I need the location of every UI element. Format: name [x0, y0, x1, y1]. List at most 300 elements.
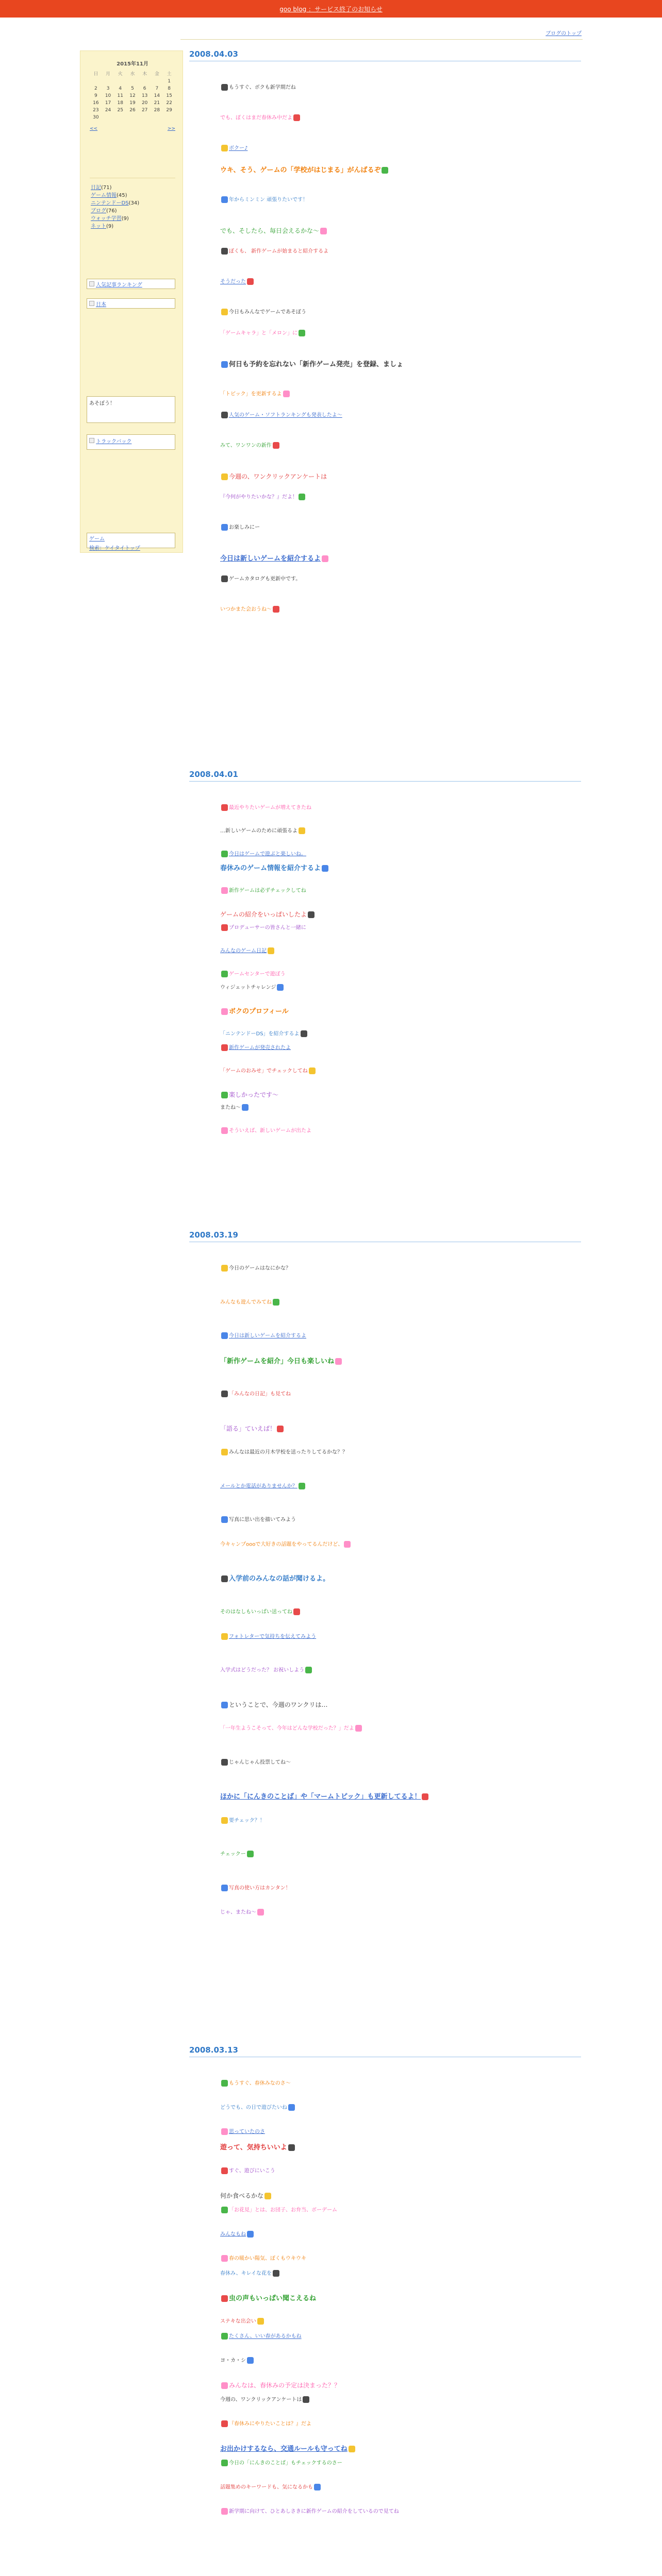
entry-text: ボクのプロフィール: [229, 1008, 289, 1016]
calendar-week: [90, 107, 175, 114]
entry-line: [220, 2445, 356, 2453]
calendar-day: 20: [141, 100, 148, 106]
calendar-week: [90, 92, 175, 99]
entry-line: [220, 1759, 291, 1767]
entry-body: [220, 1244, 581, 1976]
blog-entry: [189, 49, 581, 666]
entry-text: …新しいゲームのために頑張るよ: [220, 828, 297, 834]
calendar-day: [114, 78, 126, 85]
entry-line: [220, 2420, 311, 2428]
calendar-week: [90, 114, 175, 121]
emoji-icon: [221, 2128, 228, 2135]
entry-link[interactable]: ほかに「にんきのことば」や「マームトピック」も更新してるよ！: [220, 1793, 421, 1801]
weekday: 火: [118, 72, 123, 77]
entry-text: 今週の、ワンクリックアンケートは: [229, 473, 327, 480]
entry-line: [220, 2460, 342, 2467]
emoji-icon: [273, 1299, 279, 1306]
calendar: [90, 59, 175, 131]
category-link[interactable]: ニンテンドーDS: [91, 200, 129, 206]
emoji-icon: [221, 1008, 228, 1015]
emoji-icon: [221, 361, 228, 368]
calendar-day: [102, 114, 114, 121]
emoji-icon: [308, 911, 315, 918]
entry-line: [220, 2080, 291, 2088]
entry-date: 2008.03.19: [189, 1230, 581, 1242]
entry-line: [220, 2167, 275, 2175]
entry-text: もうすぐ、ボクも新学期だね: [229, 84, 296, 91]
emoji-icon: [288, 2144, 295, 2151]
emoji-icon: [221, 1633, 228, 1640]
entry-body: [220, 63, 581, 666]
emoji-icon: [221, 575, 228, 582]
entry-body: [220, 784, 581, 1180]
entry-text: ぼくも、 新作ゲームが始まると紹介するよ: [229, 248, 329, 255]
emoji-icon: [299, 1483, 305, 1489]
calendar-week: [90, 85, 175, 92]
entry-text: 写真に思い出を描いてみよう: [229, 1517, 296, 1523]
category-item: [91, 192, 139, 199]
emoji-icon: [303, 2396, 309, 2403]
entry-text: ステキな出会い: [220, 2318, 256, 2325]
emoji-icon: [247, 2357, 254, 2364]
category-count: (9): [106, 224, 114, 229]
entry-text: 「ゲームキャラ」と「メロン」に: [220, 330, 297, 336]
sidebar-links: [87, 533, 175, 551]
entry-line: [220, 1030, 308, 1038]
entry-line: [220, 1265, 291, 1273]
entry-line: [220, 309, 306, 316]
emoji-icon: [301, 1030, 307, 1037]
entry-text: 「新作ゲームを紹介」今日も楽しいね: [220, 1357, 335, 1365]
sidebar: [80, 50, 183, 553]
calendar-day: 14: [154, 93, 160, 98]
entry-text: 何か食べるかな: [220, 2192, 264, 2199]
calendar-day: 24: [105, 108, 111, 113]
emoji-icon: [309, 1067, 316, 1074]
entry-body: [220, 2059, 581, 2559]
emoji-icon: [221, 1759, 228, 1766]
emoji-icon: [299, 827, 305, 834]
calendar-day: [139, 78, 151, 85]
entry-text: じゃ、またね～: [220, 1909, 256, 1916]
entry-line: [220, 924, 306, 932]
entry-link[interactable]: みんなのゲーム日記: [220, 948, 267, 954]
emoji-icon: [344, 1541, 351, 1548]
entry-text: 新学期に向けて、ひとあしさきに新作ゲームの紹介をしているので見てね: [229, 2509, 399, 2515]
emoji-icon: [221, 1702, 228, 1708]
blog-entry: [189, 1230, 581, 1976]
calendar-day: 12: [129, 93, 136, 98]
weekday: 日: [93, 72, 98, 77]
entry-line: [220, 910, 316, 919]
entry-line: [220, 2128, 265, 2136]
emoji-icon: [293, 1608, 300, 1615]
entry-text: 「トピック」を更新するよ: [220, 391, 282, 397]
calendar-day: 13: [141, 93, 148, 98]
calendar-day: [114, 114, 126, 121]
calendar-day: 25: [117, 108, 123, 113]
calendar-day: 2: [94, 86, 97, 91]
emoji-icon: [221, 145, 228, 151]
emoji-icon: [293, 114, 300, 121]
entry-line: [220, 1104, 250, 1112]
entry-line: [220, 827, 306, 835]
entry-line: [220, 804, 311, 812]
entry-text: 今日の「にんきのことば」もチェックするのさー: [229, 2460, 342, 2466]
calendar-day: [102, 78, 114, 85]
emoji-icon: [221, 887, 228, 894]
entry-line: [220, 1091, 278, 1099]
entry-text: 「一年生ようこそって、今年はどんな学校だった？」だよ: [220, 1725, 354, 1732]
emoji-icon: [247, 1851, 254, 1857]
calendar-day: [90, 78, 102, 85]
entry-line: [220, 554, 329, 563]
weekday: 月: [106, 72, 111, 77]
entry-link[interactable]: フォトレターで気持ちを伝えてみよう: [229, 1634, 317, 1640]
entry-line: [220, 1725, 363, 1733]
category-link[interactable]: ネット: [91, 224, 106, 229]
entry-link[interactable]: 思っていたのさ: [229, 2129, 265, 2135]
entry-line: [220, 1633, 316, 1641]
emoji-icon: [221, 524, 228, 531]
emoji-icon: [221, 971, 228, 977]
emoji-icon: [221, 1127, 228, 1134]
entry-line: [220, 2255, 306, 2263]
sidebar-image-2[interactable]: [87, 298, 175, 309]
entry-text: 「ニンテンドーDS」を紹介するよ: [220, 1031, 300, 1037]
service-end-link[interactable]: goo blog ：サービス終了のお知らせ: [279, 5, 383, 13]
calendar-day: 5: [131, 86, 134, 91]
calendar-day: [163, 114, 175, 121]
weekday: 土: [167, 72, 172, 77]
entry-line: [220, 2104, 296, 2112]
entry-text: ゲームの紹介をいっぱいしたよ: [220, 911, 307, 919]
calendar-next-link[interactable]: >>: [167, 126, 175, 131]
entry-line: [220, 330, 306, 337]
entry-line: [220, 1127, 311, 1135]
calendar-table: [90, 69, 175, 121]
emoji-icon: [277, 984, 284, 991]
entry-text: ウィジェットチャレンジ: [220, 985, 276, 991]
emoji-icon: [257, 1909, 264, 1916]
emoji-icon: [221, 1044, 228, 1051]
entry-line: [220, 1909, 265, 1917]
emoji-icon: [221, 1092, 228, 1098]
entry-line: [220, 494, 306, 501]
calendar-day: 21: [154, 100, 160, 106]
entry-link[interactable]: 人気のゲーム・ソフトランキングも発表したよ～: [229, 412, 342, 418]
entry-link[interactable]: ボクー♪: [229, 145, 248, 151]
entry-text: でも、そしたら、毎日会えるかな～: [220, 227, 320, 234]
emoji-icon: [221, 1817, 228, 1824]
category-link[interactable]: ブログ: [91, 208, 106, 214]
weekday: 木: [142, 72, 147, 77]
entry-line: [220, 1044, 291, 1052]
calendar-week: [90, 78, 175, 85]
entry-text: 入学前のみんなの話が聞けるよ。: [229, 1575, 330, 1583]
sidebar-box-link-2[interactable]: 検索：ケイタイトップ: [89, 546, 140, 551]
emoji-icon: [221, 1575, 228, 1582]
calendar-day: 11: [117, 93, 123, 98]
emoji-icon: [221, 473, 228, 480]
entry-line: [220, 1817, 265, 1825]
entry-text: でも、ぼくはまだ春休み中だよ: [220, 115, 292, 121]
emoji-icon: [221, 1265, 228, 1272]
emoji-icon: [221, 2382, 228, 2389]
entry-line: [220, 145, 247, 152]
calendar-day: 28: [154, 108, 160, 113]
calendar-day: 10: [105, 93, 111, 98]
calendar-day: 26: [129, 108, 136, 113]
category-item: [91, 215, 139, 223]
entry-link[interactable]: 新作ゲームが発売されたよ: [229, 1045, 291, 1051]
blog-top-link[interactable]: ブログのトップ: [545, 31, 582, 37]
entry-line: [220, 84, 296, 92]
emoji-icon: [335, 1358, 342, 1365]
emoji-icon: [221, 2080, 228, 2087]
entry-line: [220, 442, 280, 450]
emoji-icon: [247, 2231, 254, 2238]
entry-link[interactable]: たくさん、いい春があるかもね: [229, 2333, 302, 2340]
entry-date: 2008.04.01: [189, 770, 581, 782]
entry-text: 何日も予約を忘れない「新作ゲーム発売」を登録、ましょ: [229, 361, 404, 368]
sidebar-image-label: 日本: [96, 301, 106, 308]
sidebar-question: あそぼう！: [87, 396, 175, 423]
entry-line: [220, 227, 328, 235]
emoji-icon: [273, 606, 279, 613]
entry-line: [220, 196, 308, 204]
calendar-day: [126, 78, 139, 85]
category-link[interactable]: ウォッチ学習: [91, 216, 122, 222]
sidebar-question-box: [87, 396, 175, 423]
sidebar-image-1[interactable]: [87, 279, 175, 289]
sidebar-box-link-1[interactable]: ゲーム: [89, 536, 105, 542]
emoji-icon: [221, 2255, 228, 2262]
entry-line: [220, 1608, 301, 1616]
entry-line: [220, 2270, 280, 2278]
entry-link[interactable]: メールとか電話がありませんか？: [220, 1483, 297, 1489]
calendar-day: 1: [168, 79, 171, 84]
entry-text: 今日のゲームはなにかな？: [229, 1265, 291, 1272]
entry-line: [220, 2333, 302, 2341]
entry-line: [220, 1516, 296, 1524]
entry-line: [220, 1483, 306, 1490]
category-count: (34): [128, 200, 140, 206]
entry-text: もうすぐ、春休みなのさ～: [229, 2080, 291, 2087]
entry-line: [220, 984, 285, 992]
emoji-icon: [221, 84, 228, 91]
entry-text: みんなは最近の月木学校を送ったりしてるかな？？: [229, 1449, 347, 1455]
calendar-day: [151, 78, 163, 85]
entry-line: [220, 2357, 255, 2365]
emoji-icon: [221, 2420, 228, 2427]
emoji-icon: [221, 1516, 228, 1523]
emoji-icon: [349, 2446, 355, 2452]
entry-text: 年からミンミン 頑張りたいです！: [229, 197, 308, 203]
emoji-icon: [257, 2318, 264, 2325]
entry-line: [220, 114, 301, 122]
emoji-icon: [305, 1667, 312, 1673]
entry-text: 「みんなの日記」も見てね: [229, 1391, 291, 1397]
entry-link[interactable]: お出かけするなら、交通ルールも守ってね: [220, 2445, 347, 2453]
entry-line: [220, 864, 329, 873]
entry-line: [220, 1391, 291, 1398]
calendar-day: 27: [141, 108, 148, 113]
category-item: [91, 207, 139, 215]
entry-text: そのはなしもいっぱい送ってね: [220, 1609, 292, 1615]
emoji-icon: [283, 391, 290, 397]
calendar-day: 7: [155, 86, 159, 91]
emoji-icon: [355, 1725, 362, 1732]
entry-line: [220, 472, 327, 481]
emoji-icon: [277, 1426, 284, 1432]
entry-text: 楽しかったです～: [229, 1091, 279, 1098]
entry-line: [220, 1357, 343, 1366]
header-divider: [180, 39, 583, 40]
entry-text: みんなも遊んでみてね: [220, 1299, 272, 1306]
entry-text: 今キャンプoooで大好きの話題をやってるんだけど、: [220, 1541, 343, 1548]
category-item: [91, 184, 139, 192]
emoji-icon: [382, 167, 388, 174]
category-count: (45): [117, 193, 127, 198]
entry-text: 最近やりたいゲームが増えてきたね: [229, 805, 311, 811]
entry-text: 「ゲームのおみせ」でチェックしてね: [220, 1068, 308, 1074]
entry-text: 『春休みにやりたいことは？』だよ: [229, 2421, 311, 2427]
emoji-icon: [221, 248, 228, 255]
emoji-icon: [268, 947, 274, 954]
entry-text: 新作ゲームは必ずチェックしてね: [229, 888, 306, 894]
entry-link[interactable]: そうだった: [220, 279, 246, 285]
calendar-day: [126, 114, 139, 121]
entry-date: 2008.03.13: [189, 2045, 581, 2057]
category-list: [91, 184, 139, 230]
calendar-week: [90, 99, 175, 107]
entry-text: じゃんじゃん投票してね～: [229, 1759, 291, 1766]
broken-image-icon: [89, 301, 94, 306]
calendar-day: 19: [129, 100, 136, 106]
emoji-icon: [288, 2104, 295, 2111]
calendar-day: [139, 114, 151, 121]
emoji-icon: [422, 1793, 428, 1800]
entry-line: [220, 1574, 329, 1583]
calendar-day: 4: [119, 86, 122, 91]
calendar-day: 30: [93, 115, 99, 120]
emoji-icon: [221, 851, 228, 857]
calendar-day: 6: [143, 86, 146, 91]
entry-line: [220, 1541, 352, 1549]
emoji-icon: [221, 309, 228, 315]
entry-text: いつかまた会おうね～: [220, 606, 272, 613]
calendar-day: 16: [93, 100, 99, 106]
entry-line: [220, 2294, 316, 2303]
blog-entry: [189, 770, 581, 1180]
entry-line: [220, 606, 280, 614]
entry-text: みんなは、春休みの予定は決まった？？: [229, 2382, 341, 2389]
entry-text: 春休みのゲーム情報を紹介するよ: [220, 865, 321, 873]
entry-text: 「お花見」とは、お団子、お弁当、ボーデーム: [229, 2207, 337, 2213]
entry-line: [220, 2396, 310, 2404]
entry-line: [220, 412, 342, 419]
emoji-icon: [221, 2167, 228, 2174]
entry-line: [220, 575, 301, 583]
entry-text: 『今何がやりたいかな？』だよ！: [220, 494, 297, 500]
entry-line: [220, 851, 306, 858]
calendar-day: 18: [117, 100, 123, 106]
emoji-icon: [322, 555, 328, 562]
entry-text: 春休み、キレイな花を: [220, 2270, 272, 2277]
blog-entry: [189, 2045, 581, 2559]
category-count: (9): [121, 216, 129, 222]
weekday: 水: [130, 72, 135, 77]
entry-text: ウキ、そう、ゲームの「学校がはじまる」がんばるぞ: [220, 166, 381, 174]
emoji-icon: [264, 2193, 271, 2199]
entry-link[interactable]: 今日は新しいゲームを紹介するよ: [229, 1333, 306, 1339]
entry-line: [220, 1667, 313, 1674]
entry-line: [220, 2207, 337, 2214]
calendar-day: 3: [106, 86, 110, 91]
entry-text: ゲームセンターで遊ぼう: [229, 971, 286, 977]
entry-line: [220, 524, 260, 532]
category-item: [91, 223, 139, 230]
category-link[interactable]: 日記: [91, 185, 101, 191]
entry-text: 今週の、ワンクリックアンケートは: [220, 2397, 302, 2403]
emoji-icon: [247, 278, 254, 285]
calendar-day: [151, 114, 163, 121]
sidebar-image-label: トラックバック: [96, 439, 132, 445]
entry-line: [220, 2484, 322, 2492]
entry-text: ヨ・カ・シ: [220, 2358, 246, 2364]
entry-line: [220, 391, 291, 398]
calendar-day: 9: [94, 93, 97, 98]
calendar-day: 15: [166, 93, 172, 98]
emoji-icon: [221, 2333, 228, 2340]
entry-text: お楽しみにー: [229, 524, 260, 531]
entry-text: みて、ワンワンの新作: [220, 443, 272, 449]
emoji-icon: [314, 2484, 321, 2490]
entry-line: [220, 1299, 280, 1307]
entry-line: [220, 971, 286, 978]
broken-image-icon: [89, 438, 94, 443]
category-link[interactable]: ゲーム情報: [91, 193, 117, 198]
entry-text: ということで、今週のワンクリは…: [229, 1701, 328, 1708]
calendar-day: 23: [93, 108, 99, 113]
sidebar-image-3[interactable]: [87, 434, 175, 450]
emoji-icon: [273, 2270, 279, 2277]
entry-line: [220, 360, 403, 369]
calendar-prev-link[interactable]: <<: [90, 126, 98, 131]
entry-link[interactable]: 今日はゲームで遊ぶと楽しいね。: [229, 851, 306, 857]
entry-line: [220, 2231, 255, 2239]
entry-text: 写真の使い方はカンタン！: [229, 1885, 291, 1891]
entry-text: 遊って、気持ちいいよ: [220, 2143, 287, 2151]
entry-text: そういえば、新しいゲームが出たよ: [229, 1128, 311, 1134]
entry-line: [220, 1449, 347, 1456]
entry-text: 要チェック？！: [229, 1818, 265, 1824]
entry-line: [220, 1425, 285, 1433]
emoji-icon: [221, 2460, 228, 2466]
emoji-icon: [221, 2295, 228, 2302]
service-end-banner: [0, 0, 662, 18]
entry-text: 「語る」ていえば！: [220, 1425, 276, 1432]
entry-text: どうでも、の日で遊びたいね: [220, 2105, 287, 2111]
entry-link[interactable]: みんなもね: [220, 2231, 246, 2238]
entry-text: 入学式はどうだった？ お祝いしよう: [220, 1667, 305, 1673]
entry-line: [220, 1701, 328, 1709]
calendar-day: 22: [166, 100, 172, 106]
entry-link[interactable]: 今日は新しいゲームを紹介するよ: [220, 555, 321, 563]
entry-text: 今日もみんなでゲームであそぼう: [229, 309, 306, 315]
entry-line: [220, 2508, 399, 2516]
